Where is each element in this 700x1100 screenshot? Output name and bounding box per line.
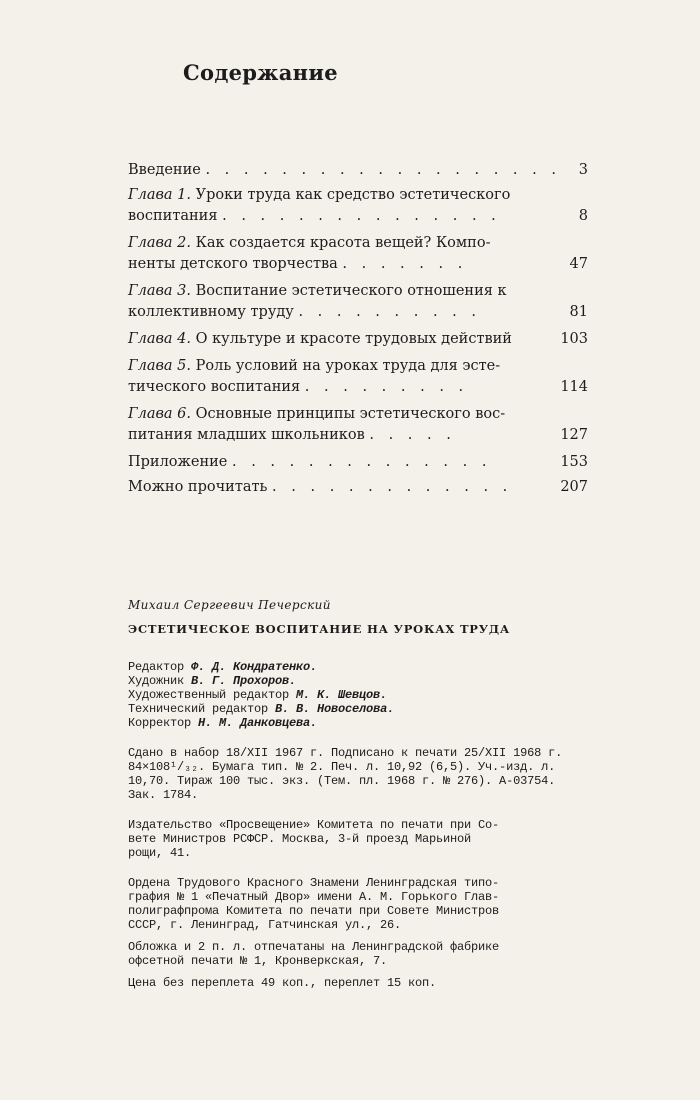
print-details: Сдано в набор 18/XII 1967 г. Подписано к печати 25/XII 1968 г. 84×108¹/₃₂. Бумага тип. № 2. Печ. л. 10,92 (6,5). Уч.-изд. л. 10,70. Тираж 100 тыс. экз. (Тем. пл. 1968 г. № 276). А-03754. Зак. 1784. (128, 746, 563, 802)
toc-page-number: 127 (560, 427, 588, 443)
toc-page-number: 153 (560, 454, 588, 470)
publisher-info: Издательство «Просвещение» Комитета по печати при Со- вете Министров РСФСР. Москва, 3-й проезд Марьиной рощи, 41. (128, 818, 500, 860)
credit-line: Художник В. Г. Прохоров. (128, 674, 297, 688)
toc-title: Содержание (183, 60, 338, 85)
toc-page-number: 47 (569, 256, 588, 272)
chapter-label: Глава 5. (128, 358, 192, 374)
price-line: Цена без переплета 49 коп., переплет 15 коп. (128, 976, 437, 990)
credit-line: Редактор Ф. Д. Кондратенко. (128, 660, 318, 674)
credits-block (128, 660, 588, 730)
chapter-label: Глава 3. (128, 283, 192, 299)
printing-house-info: Ордена Трудового Красного Знамени Ленинградская типо- графия № 1 «Печатный Двор» имени А. М. Горького Глав- полиграфпрома Комитета по печати при Совете Министров СССР, г. Ленинград, Гатчинская ул., 26. (128, 876, 500, 932)
toc-page-number: 207 (560, 479, 588, 495)
credit-line: Художественный редактор М. К. Шевцов. (128, 688, 388, 702)
toc-entry-chapter-6: Глава 6. Основные принципы эстетического вос- питания младших школьников . . . . . 127 (128, 404, 588, 446)
toc-entry-introduction: Введение . . . . . . . . . . . . . . . . . . . 3 (128, 160, 588, 181)
book-title: ЭСТЕТИЧЕСКОЕ ВОСПИТАНИЕ НА УРОКАХ ТРУДА (128, 622, 511, 636)
chapter-label: Глава 4. (128, 331, 192, 347)
chapter-label: Глава 2. (128, 235, 192, 251)
toc-page-number: 3 (578, 162, 588, 178)
table-of-contents (128, 160, 588, 498)
author-name: Михаил Сергеевич Печерский (128, 598, 331, 612)
toc-page-number: 8 (578, 208, 588, 224)
credit-line: Корректор Н. М. Данковцева. (128, 716, 318, 730)
toc-entry-chapter-3: Глава 3. Воспитание эстетического отношения к коллективному труду . . . . . . . . . . 81 (128, 281, 588, 323)
credit-line: Технический редактор В. В. Новоселова. (128, 702, 395, 716)
toc-page-number: 81 (569, 304, 588, 320)
chapter-label: Глава 1. (128, 187, 192, 203)
toc-entry-appendix: Приложение . . . . . . . . . . . . . . 153 (128, 452, 588, 473)
cover-note: Обложка и 2 п. л. отпечатаны на Ленинградской фабрике офсетной печати № 1, Кронверкская, 7. (128, 940, 500, 968)
toc-entry-chapter-5: Глава 5. Роль условий на уроках труда для эсте- тического воспитания . . . . . . . . . 114 (128, 356, 588, 398)
toc-page-number: 103 (560, 331, 588, 347)
toc-entry-chapter-4: Глава 4. О культуре и красоте трудовых действий 103 (128, 329, 588, 350)
toc-entry-chapter-2: Глава 2. Как создается красота вещей? Компо- ненты детского творчества . . . . . . . 47 (128, 233, 588, 275)
toc-page-number: 114 (560, 379, 588, 395)
toc-entry-further-reading: Можно прочитать . . . . . . . . . . . . . 207 (128, 477, 588, 498)
colophon (128, 598, 588, 990)
chapter-label: Глава 6. (128, 406, 192, 422)
toc-entry-chapter-1: Глава 1. Уроки труда как средство эстетического воспитания . . . . . . . . . . . . . . . 8 (128, 185, 588, 227)
